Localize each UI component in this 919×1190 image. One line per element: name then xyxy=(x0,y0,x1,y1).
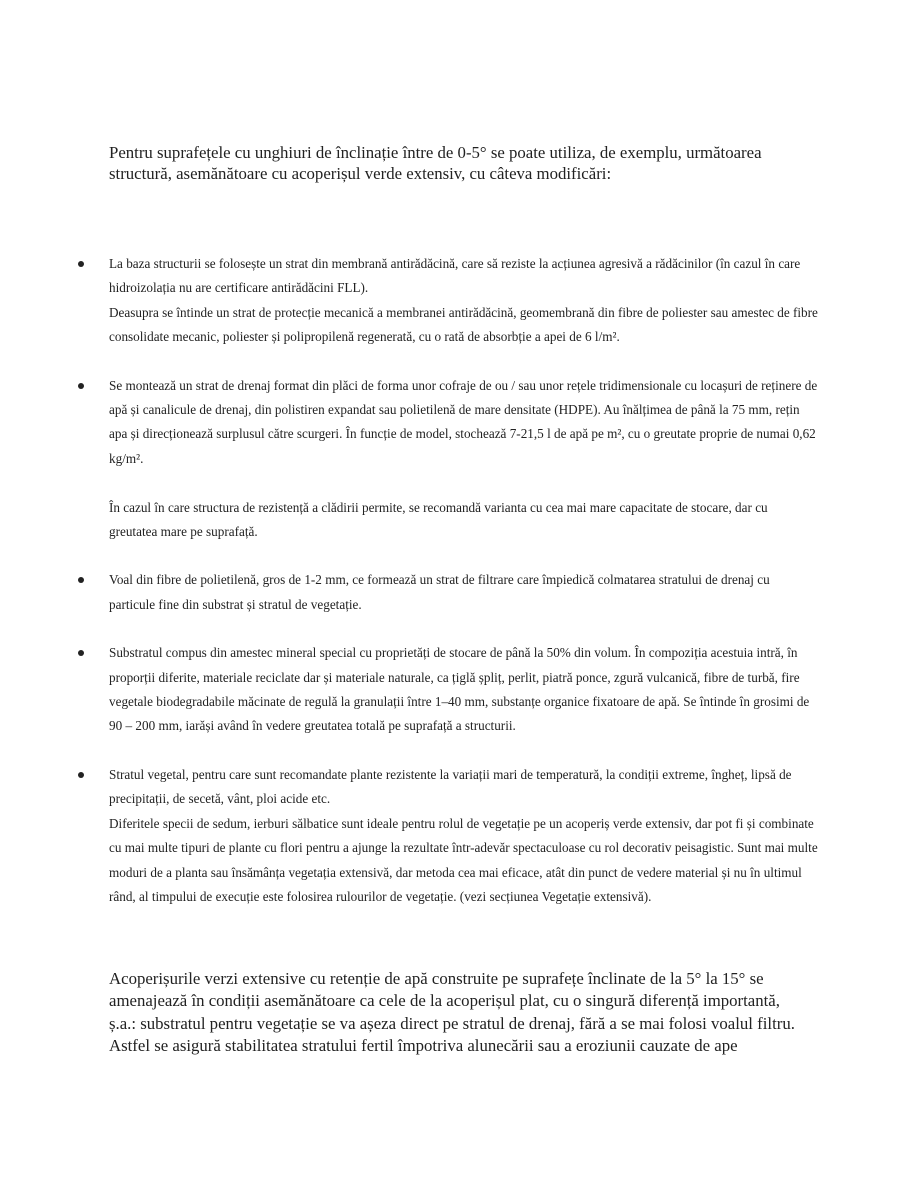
intro-paragraph: Pentru suprafețele cu unghiuri de înclinație între de 0-5° se poate utiliza, de exemplu, următoarea structură, asemănătoare cu acoperișul verde extensiv, cu câteva modificări: xyxy=(109,143,762,183)
closing-paragraph: Acoperișurile verzi extensive cu retenție de apă construite pe suprafețe înclinate de la 5° la 15° se amenajează în condiții asemănătoare ca cele de la acoperișul plat, cu o singură diferență importantă, ș.a.: substratul pentru vegetație se va așeza direct pe stratul de drenaj, fără a se mai folosi voalul filtru. Astfel se asigură stabilitatea stratului fertil împotriva alunecării sau a eroziunii cauzate de ape xyxy=(109,969,795,1055)
list-item-text: Deasupra se întinde un strat de protecție mecanică a membranei antirădăcină, geomembrană din fibre de poliester sau amestec de fibre consolidate mecanic, poliester și polipropilenă regenerată, cu o rată de absorbție a apei de 6 l/m². xyxy=(109,304,818,345)
list-item-drainage xyxy=(0,374,919,545)
list-item-filter xyxy=(0,568,919,617)
list-item-text: Voal din fibre de polietilenă, gros de 1-2 mm, ce formează un strat de filtrare care împiedică colmatarea stratului de drenaj cu particule fine din substrat și stratul de vegetație. xyxy=(109,572,770,612)
bullet-icon xyxy=(78,383,84,389)
list-item-text: În cazul în care structura de rezistență a clădirii permite, se recomandă varianta cu cea mai mare capacitate de stocare, dar cu greutatea mare pe suprafață. xyxy=(109,499,768,540)
list-item-text: Stratul vegetal, pentru care sunt recomandate plante rezistente la variații mari de temperatură, la condiții extreme, îngheț, lipsă de precipitații, de secetă, vânt, ploi acide etc. xyxy=(109,766,792,807)
list-item-root-barrier xyxy=(0,252,919,350)
bullet-icon xyxy=(78,577,84,583)
list-item-text: Diferitele specii de sedum, ierburi sălbatice sunt ideale pentru rolul de vegetație pe un acoperiș verde extensiv, dar pot fi și combinate cu mai multe tipuri de plante cu flori pentru a ajunge la rezultate într-adevăr spectaculoase cu rol decorativ peisagistic. Sunt mai multe moduri de a planta sau însămânța vegetația extensivă, dar metoda cea mai eficace, atât din punct de vedere material și nu în ultimul rând, al timpului de execuție este folosirea rulourilor de vegetație. (vezi secțiunea Vegetație extensivă). xyxy=(109,815,818,904)
list-item-text: Se montează un strat de drenaj format din plăci de forma unor cofraje de ou / sau unor rețele tridimensionale cu locașuri de reținere de apă și canalicule de drenaj, din polistiren expandat sau polietilenă de mare densitate (HDPE). Au înălțimea de până la 75 mm, rețin apa și direcționează surplusul către scurgeri. În funcție de model, stochează 7-21,5 l de apă pe m², cu o greutate proprie de numai 0,62 kg/m². xyxy=(109,377,818,466)
bullet-icon xyxy=(78,772,84,778)
bullet-icon xyxy=(78,261,84,267)
list-item-substrate xyxy=(0,641,919,739)
list-item-text: Substratul compus din amestec mineral special cu proprietăți de stocare de până la 50% din volum. În compoziția acestuia intră, în proporții diferite, materiale reciclate dar și materiale naturale, ca țiglă șpliț, perlit, piatră ponce, zgură vulcanică, fibre de turbă, fire vegetale biodegradabile măcinate de regulă la granulații între 1–40 mm, substanțe organice fixatoare de apă. Se întinde în grosimi de 90 – 200 mm, iarăși având în vedere greutatea totală pe suprafață a structurii. xyxy=(109,645,810,734)
bullet-icon xyxy=(78,650,84,656)
list-item-text: La baza structurii se folosește un strat din membrană antirădăcină, care să reziste la acțiunea agresivă a rădăcinilor (în cazul în care hidroizolația nu are certificare antirădăcini FLL). xyxy=(109,256,801,296)
list-item-vegetation xyxy=(0,763,919,909)
layer-list xyxy=(0,252,919,909)
